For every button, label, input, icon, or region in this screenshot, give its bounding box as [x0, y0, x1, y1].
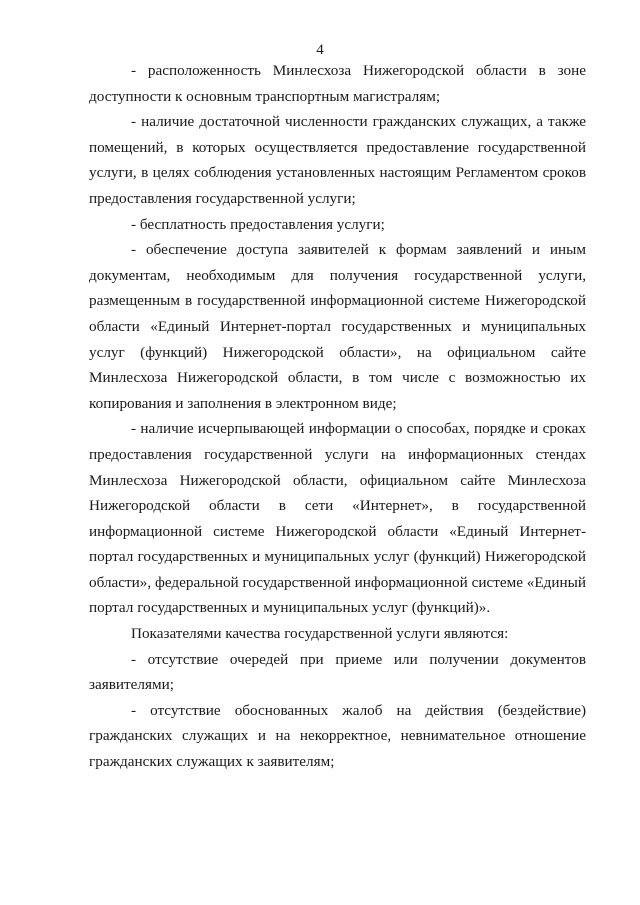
- document-body: [89, 58, 586, 775]
- paragraph-access-to-forms: - обеспечение доступа заявителей к формам заявлений и иным документам, необходимым для получения государственной услуги, размещенным в государственной информационной системе Нижегородской области «Единый Интернет-портал государственных и муниципальных услуг (функций) Нижегородской области», на официальном сайте Минлесхоза Нижегородской области, в том числе с возможностью их копирования и заполнения в электронном виде;: [89, 241, 586, 412]
- paragraph-transport-accessibility: - расположенность Минлесхоза Нижегородской области в зоне доступности к основным транспортным магистралям;: [89, 62, 586, 105]
- paragraph-no-queues: - отсутствие очередей при приеме или получении документов заявителями;: [89, 650, 586, 694]
- paragraph-exhaustive-information: - наличие исчерпывающей информации о способах, порядке и сроках предоставления государственной услуги на информационных стендах Минлесхоза Нижегородской области, официальном сайте Минлесхоза Нижегородской области в сети «Интернет», в государственной информационной системе Нижегородской области «Единый Интернет-портал государственных и муниципальных услуг (функций) Нижегородской области», федеральной государственной информационной системе «Единый портал государственных и муниципальных услуг (функций)».: [89, 420, 586, 617]
- paragraph-staff-and-premises: - наличие достаточной численности гражданских служащих, а также помещений, в которых осуществляется предоставление государственной услуги, в целях соблюдения установленных настоящим Регламентом сроков предоставления государственной услуги;: [89, 113, 586, 207]
- page-number: 4: [316, 42, 324, 58]
- paragraph-free-of-charge: - бесплатность предоставления услуги;: [131, 215, 385, 233]
- paragraph-no-complaints: - отсутствие обоснованных жалоб на действия (бездействие) гражданских служащих и на некорректное, невнимательное отношение гражданских служащих к заявителям;: [89, 701, 586, 771]
- paragraph-quality-indicators-heading: Показателями качества государственной услуги являются:: [131, 625, 509, 643]
